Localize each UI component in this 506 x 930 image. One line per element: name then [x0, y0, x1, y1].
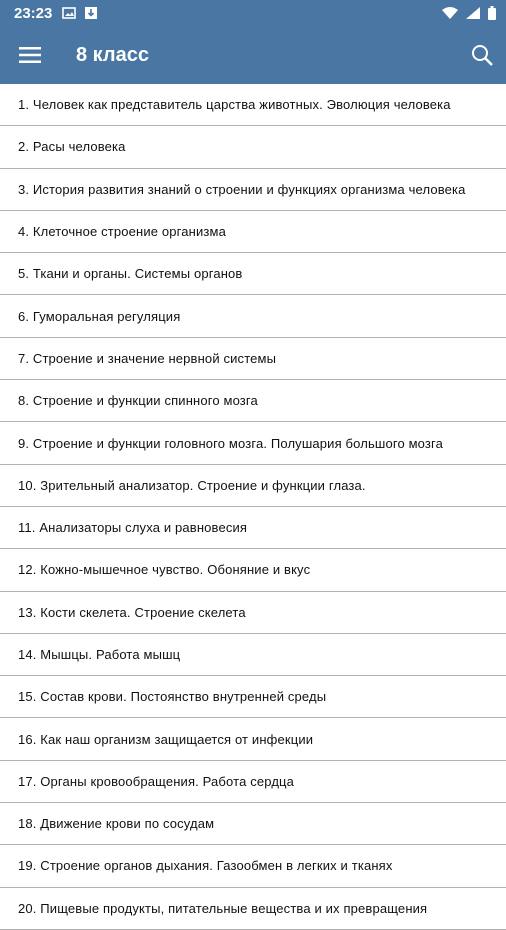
list-item[interactable]	[0, 465, 506, 507]
list-item-label: 13. Кости скелета. Строение скелета	[18, 604, 246, 620]
list-item[interactable]	[0, 888, 506, 930]
list-item[interactable]	[0, 253, 506, 295]
list-item[interactable]	[0, 295, 506, 337]
list-item[interactable]	[0, 676, 506, 718]
gallery-icon	[62, 7, 76, 19]
list-item[interactable]	[0, 761, 506, 803]
page-title: 8 класс	[76, 43, 150, 66]
list-item[interactable]	[0, 507, 506, 549]
status-time: 23:23	[14, 4, 53, 22]
list-item-label: 5. Ткани и органы. Системы органов	[18, 266, 243, 282]
list-item[interactable]	[0, 803, 506, 845]
list-item-label: 11. Анализаторы слуха и равновесия	[18, 520, 248, 536]
list-item[interactable]	[0, 126, 506, 168]
list-item-label: 16. Как наш организм защищается от инфекции	[18, 731, 314, 747]
search-icon[interactable]	[466, 39, 498, 71]
list-item-label: 9. Строение и функции головного мозга. Полушария большого мозга	[18, 435, 444, 451]
topic-list	[0, 84, 506, 930]
list-item-label: 17. Органы кровообращения. Работа сердца	[18, 773, 295, 789]
list-item[interactable]	[0, 718, 506, 760]
list-item[interactable]	[0, 380, 506, 422]
list-item[interactable]	[0, 592, 506, 634]
list-item[interactable]	[0, 845, 506, 887]
list-item-label: 18. Движение крови по сосудам	[18, 816, 215, 832]
list-item-label: 20. Пищевые продукты, питательные вещества и их превращения	[18, 900, 428, 916]
list-item-label: 8. Строение и функции спинного мозга	[18, 393, 258, 409]
list-item-label: 15. Состав крови. Постоянство внутренней среды	[18, 689, 327, 705]
list-item-label: 7. Строение и значение нервной системы	[18, 350, 277, 366]
list-item[interactable]	[0, 634, 506, 676]
list-item-label: 3. История развития знаний о строении и функциях организма человека	[18, 181, 466, 197]
list-item-label: 10. Зрительный анализатор. Строение и функции глаза.	[18, 477, 366, 493]
list-item[interactable]	[0, 211, 506, 253]
signal-icon	[466, 7, 480, 19]
list-item[interactable]	[0, 84, 506, 126]
app-bar	[0, 26, 506, 84]
list-item[interactable]	[0, 549, 506, 591]
list-item-label: 1. Человек как представитель царства животных. Эволюция человека	[18, 97, 451, 113]
list-item-label: 14. Мышцы. Работа мышц	[18, 647, 181, 662]
list-item-label: 4. Клеточное строение организма	[18, 224, 226, 240]
download-notification-icon	[84, 7, 98, 19]
list-item-label: 19. Строение органов дыхания. Газообмен в легких и тканях	[18, 858, 393, 874]
list-item-label: 6. Гуморальная регуляция	[18, 308, 181, 324]
list-item[interactable]	[0, 169, 506, 211]
list-item-label: 2. Расы человека	[18, 139, 126, 155]
status-bar	[0, 0, 506, 26]
list-item-label: 12. Кожно-мышечное чувство. Обоняние и вкус	[18, 562, 311, 578]
list-item[interactable]	[0, 338, 506, 380]
hamburger-menu-icon[interactable]	[18, 43, 42, 67]
battery-icon	[488, 6, 496, 20]
list-item[interactable]	[0, 422, 506, 464]
wifi-icon	[442, 7, 458, 19]
